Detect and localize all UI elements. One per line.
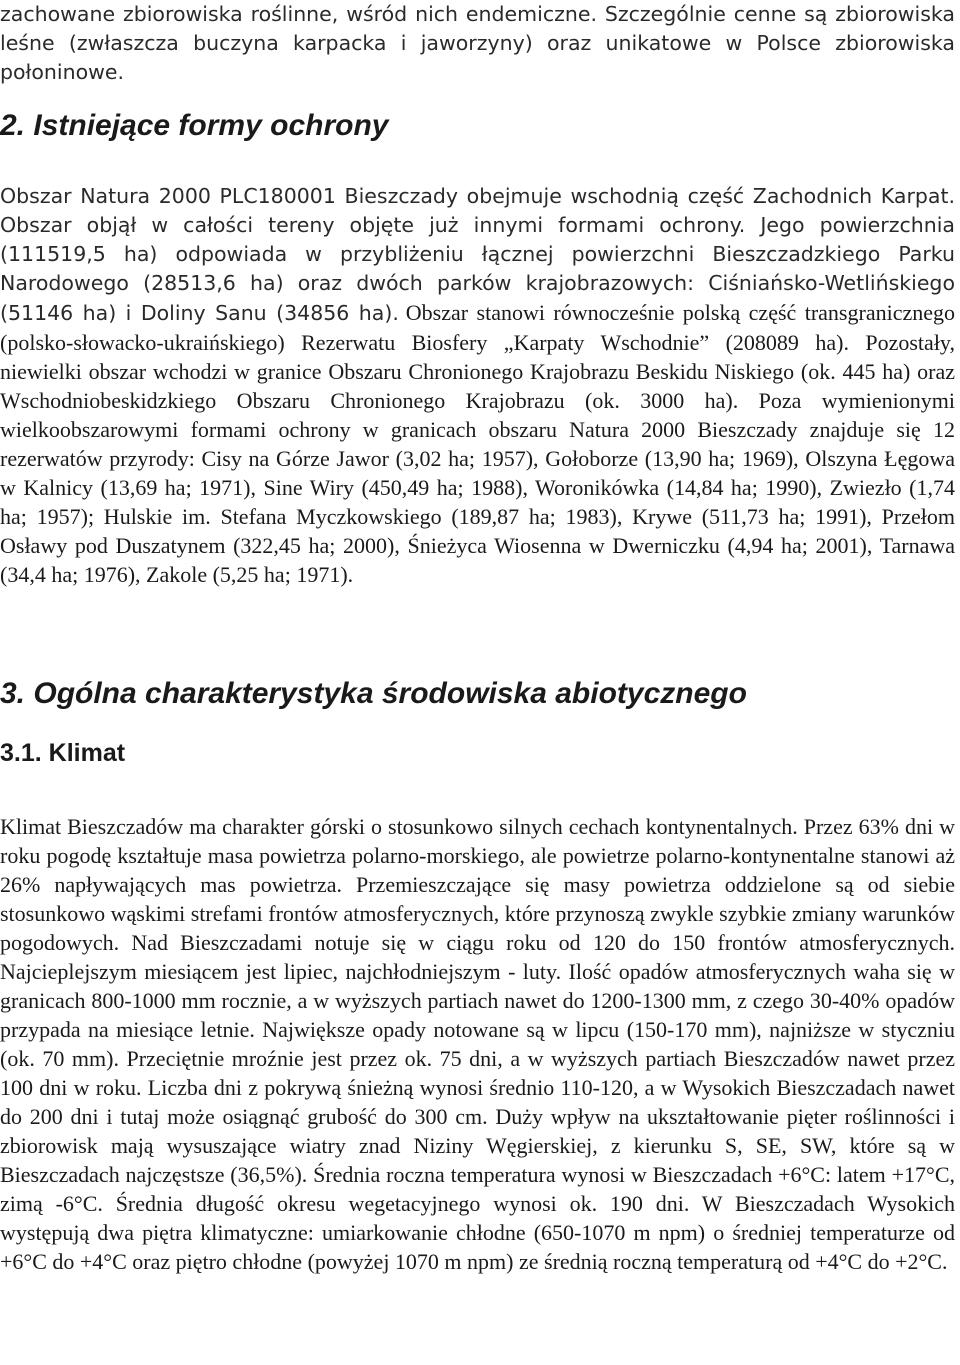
- section-2-body: [0, 182, 955, 589]
- section-2-heading: 2. Istniejące formy ochrony: [0, 109, 389, 142]
- intro-paragraph: zachowane zbiorowiska roślinne, wśród nich endemiczne. Szczególnie cenne są zbiorowiska leśne (zwłaszcza buczyna karpacka i jaworzyny) oraz unikatowe w Polsce zbiorowiska połoninowe.: [0, 2, 955, 84]
- section-3-1-heading: 3.1. Klimat: [0, 739, 126, 767]
- protection-forms-paragraph-part-2: Obszar stanowi równocześnie polską część transgranicznego (polsko-słowacko-ukraińskiego) Rezerwatu Biosfery „Karpaty Wschodnie” (208089 ha). Pozostały, niewielki obszar wchodzi w granice Obszaru Chronionego Krajobrazu Beskidu Niskiego (ok. 445 ha) oraz Wschodniobeskidzkiego Obszaru Chronionego Krajobrazu (ok. 3000 ha). Poza wymienionymi wielkoobszarowymi formami ochrony w granicach obszaru Natura 2000 Bieszczady znajduje się 12 rezerwatów przyrody: Cisy na Górze Jawor (3,02 ha; 1957), Gołoborze (13,90 ha; 1969), Olszyna Łęgowa w Kalnicy (13,69 ha; 1971), Sine Wiry (450,49 ha; 1988), Woronikówka (14,84 ha; 1990), Zwiezło (1,74 ha; 1957); Hulskie im. Stefana Myczkowskiego (189,87 ha; 1983), Krywe (511,73 ha; 1991), Przełom Osławy pod Duszatynem (322,45 ha; 2000), Śnieżyca Wiosenna w Dwerniczku (4,94 ha; 2001), Tarnawa (34,4 ha; 1976), Zakole (5,25 ha; 1971).: [0, 300, 955, 587]
- protection-forms-paragraph-part-1: Obszar Natura 2000 PLC180001 Bieszczady obejmuje wschodnią część Zachodnich Karpat. Obszar objął w całości tereny objęte już innymi formami ochrony. Jego powierzchnia (111519,5 ha) odpowiada w przybliżeniu łącznej powierzchni Bieszczadzkiego Parku Narodowego (28513,6 ha) oraz dwóch parków krajobrazowych: Ciśniańsko-Wetlińskiego (51146 ha) i Doliny Sanu (34856 ha).: [0, 184, 955, 325]
- climate-paragraph: Klimat Bieszczadów ma charakter górski o stosunkowo silnych cechach kontynentalnych. Przez 63% dni w roku pogodę kształtuje masa powietrza polarno-morskiego, ale powietrze polarno-kontynentalne stanowi aż 26% napływających mas powietrza. Przemieszczające się masy powietrza oddzielone są od siebie stosunkowo wąskimi strefami frontów atmosferycznych, które przynoszą zwykle szybkie zmiany warunków pogodowych. Nad Bieszczadami notuje się w ciągu roku od 120 do 150 frontów atmosferycznych. Najcieplejszym miesiącem jest lipiec, najchłodniejszym - luty. Ilość opadów atmosferycznych waha się w granicach 800-1000 mm rocznie, a w wyższych partiach nawet do 1200-1300 mm, z czego 30-40% opadów przypada na miesiące letnie. Największe opady notowane są w lipcu (150-170 mm), najniższe w styczniu (ok. 70 mm). Przeciętnie mroźnie jest przez ok. 75 dni, a w wyższych partiach Bieszczadów nawet przez 100 dni w roku. Liczba dni z pokrywą śnieżną wynosi średnio 110-120, a w Wysokich Bieszczadach nawet do 200 dni i tutaj może osiągnąć grubość do 300 cm. Duży wpływ na ukształtowanie pięter roślinności i zbiorowisk mają wysuszające wiatry znad Niziny Węgierskiej, z kierunku S, SE, SW, które są w Bieszczadach najczęstsze (36,5%). Średnia roczna temperatura wynosi w Bieszczadach +6°C: latem +17°C, zimą -6°C. Średnia długość okresu wegetacyjnego wynosi ok. 190 dni. W Bieszczadach Wysokich występują dwa piętra klimatyczne: umiarkowanie chłodne (650-1070 m npm) o średniej temperaturze od +6°C do +4°C oraz piętro chłodne (powyżej 1070 m npm) ze średnią roczną temperaturą od +4°C do +2°C.: [0, 814, 955, 1274]
- section-3-heading: 3. Ogólna charakterystyka środowiska abiotycznego: [0, 677, 747, 710]
